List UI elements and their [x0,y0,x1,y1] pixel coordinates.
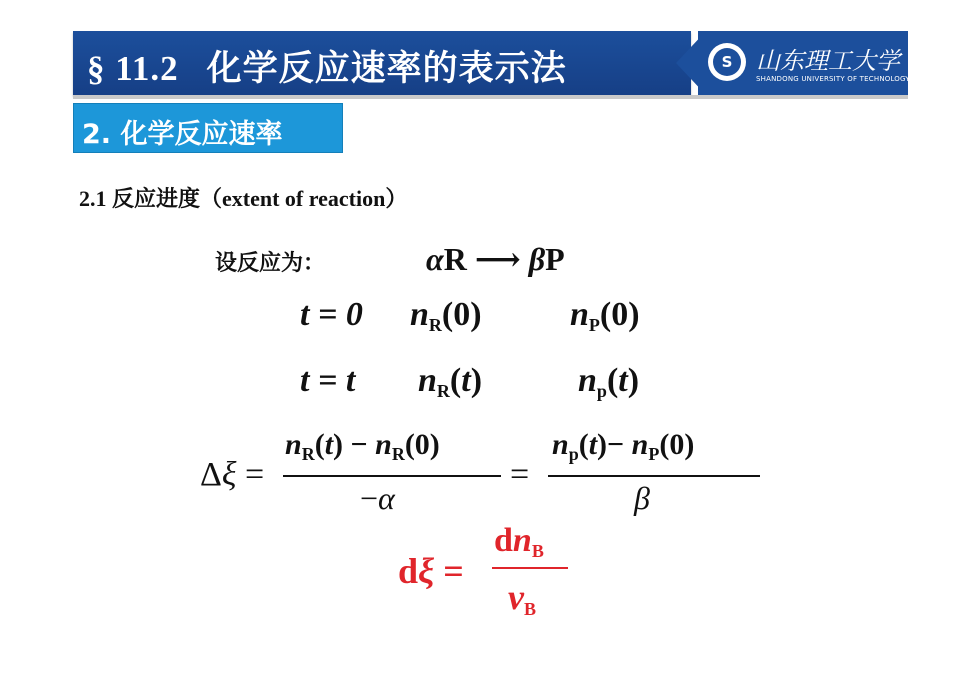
d-xi-denominator: $\nu_B$ [508,577,536,619]
d-xi-bar [492,567,568,569]
title-text: 化学反应速率的表示法 [206,49,567,89]
time-zero: t = 0 [300,296,363,333]
reaction-intro: 设反应为： [215,251,326,276]
frac2-bar [548,475,760,477]
logo-subtitle: SHANDONG UNIVERSITY OF TECHNOLOGY [756,75,910,83]
nR-t: $n_R(t)$ [418,362,483,401]
emblem-mark: S [713,48,741,76]
section-heading-text: 2. 化学反应速率 [82,119,283,150]
section-heading [73,103,343,153]
d-xi-lhs: dξ = [398,551,464,591]
frac2-numerator: $n_p(t)- n_P(0)$ [552,428,695,464]
reaction-text: α [426,241,444,277]
university-logo [698,31,908,95]
frac1-numerator: $n_R(t) - n_R(0)$ [285,428,440,464]
delta-xi-lhs: Δξ = [200,456,265,493]
slide-header [73,31,691,95]
logo-name: 山东理工大学 [756,47,900,75]
np-t: $n_p(t)$ [578,362,640,401]
equals-sign: = [510,456,530,493]
frac2-denominator: β [634,480,650,516]
subsection-heading: 2.1 反应进度（extent of reaction） [79,186,408,211]
header-divider [73,95,908,99]
reaction-equation: αR ⟶ βP [426,241,565,277]
section-number: § 11.2 [87,49,179,88]
d-xi-numerator: $dn_B$ [494,522,544,561]
frac1-bar [283,475,501,477]
nP-zero: $n_P(0)$ [570,296,640,335]
time-t: t = t [300,362,356,399]
frac1-denominator: −α [360,480,395,516]
slide-title [87,41,567,91]
university-emblem-icon [708,43,746,81]
nR-zero: $n_R(0)$ [410,296,482,335]
